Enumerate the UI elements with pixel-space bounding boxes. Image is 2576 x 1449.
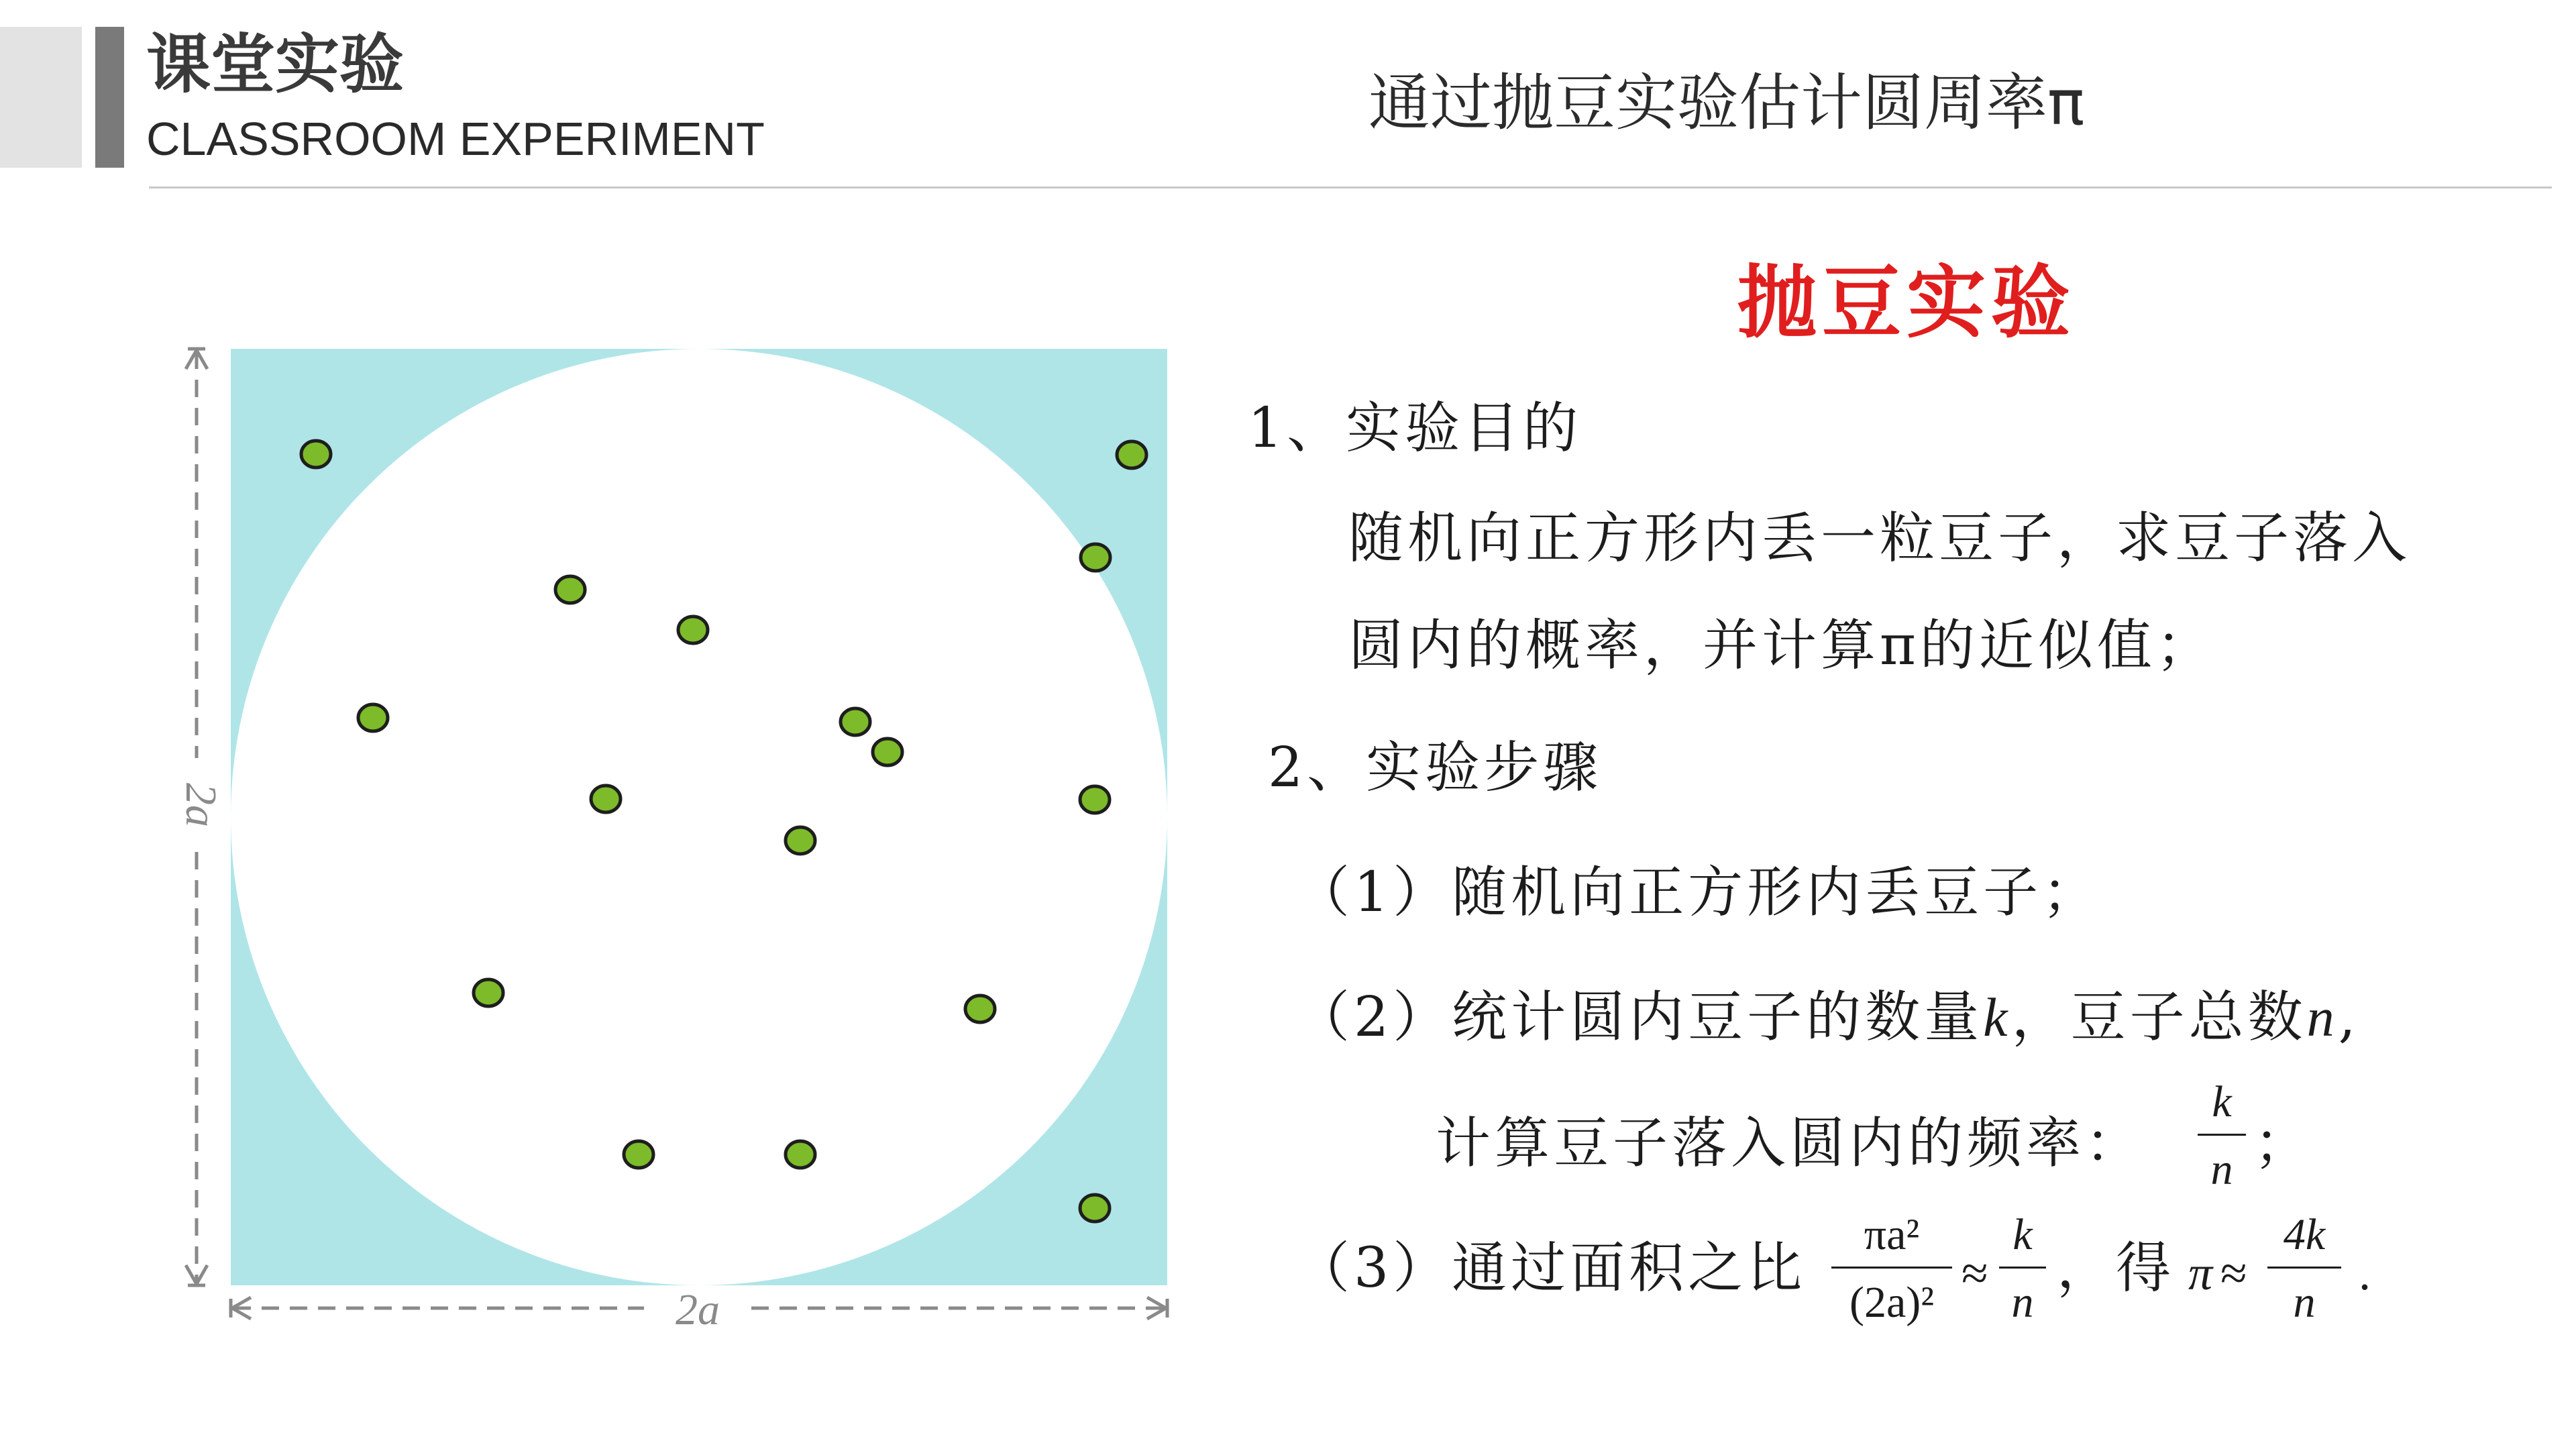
pi-estimate-numerator: 4k <box>2283 1210 2326 1259</box>
frequency-numerator: k <box>2212 1077 2232 1126</box>
step2-n-var: n <box>2306 987 2339 1048</box>
header-decoration-bar <box>95 27 124 168</box>
pi-estimate-fraction <box>2267 1210 2341 1327</box>
bean <box>1081 544 1110 571</box>
bean <box>474 979 503 1006</box>
bean <box>786 827 815 854</box>
bean <box>786 1141 815 1168</box>
pi-symbol: π <box>2188 1246 2213 1300</box>
area-ratio-denominator: (2a)² <box>1849 1278 1935 1327</box>
approx-symbol-1: ≈ <box>1962 1246 1988 1300</box>
area-ratio-numerator: πa² <box>1864 1210 1920 1259</box>
fraction-bar <box>2267 1267 2341 1269</box>
approx-symbol-2: ≈ <box>2220 1246 2247 1300</box>
area-ratio-fraction <box>1831 1210 1952 1327</box>
header-divider <box>149 186 2552 189</box>
bean <box>1080 1195 1110 1222</box>
dim-left-label: 2a <box>176 783 225 827</box>
fraction-bar <box>1999 1267 2046 1269</box>
step2-k-var: k <box>1983 987 2012 1048</box>
step3-conj: ，得 <box>2057 1236 2176 1300</box>
experiment-title: 抛豆实验 <box>1737 256 2076 349</box>
section1-heading: 1、实验目的 <box>1248 396 1582 460</box>
step2-end-punct: ； <box>2254 1112 2314 1175</box>
step2-part-b: ，豆子总数 <box>2011 985 2307 1049</box>
bean <box>678 616 708 643</box>
bean <box>624 1141 653 1168</box>
bean <box>301 441 331 468</box>
step3-text: （3）通过面积之比 <box>1295 1236 1807 1300</box>
header-decoration-block <box>0 27 82 168</box>
pi-estimate-denominator: n <box>2293 1278 2316 1327</box>
bean <box>841 708 870 735</box>
section1-line1: 随机向正方形内丢一粒豆子，求豆子落入 <box>1348 506 2412 570</box>
bean <box>873 739 902 765</box>
step1-text: （1）随机向正方形内丢豆子； <box>1295 861 2102 924</box>
header-title: 课堂实验 <box>146 27 404 102</box>
bean <box>965 996 995 1022</box>
bean <box>358 704 388 731</box>
dim-bottom-label: 2a <box>676 1285 720 1334</box>
step2-text <box>1295 985 2360 1049</box>
step2-line2: 计算豆子落入圆内的频率： <box>1436 1112 2145 1175</box>
step2-part-c: , <box>2338 985 2360 1049</box>
step2-part-a: （2）统计圆内豆子的数量 <box>1295 985 1984 1049</box>
bean <box>591 786 621 812</box>
count-ratio-numerator: k <box>2012 1210 2033 1259</box>
header-subtitle: CLASSROOM EXPERIMENT <box>146 113 765 165</box>
section1-line2: 圆内的概率，并计算π的近似值； <box>1348 614 2215 678</box>
count-ratio-denominator: n <box>2011 1278 2034 1327</box>
fraction-bar <box>1831 1267 1952 1269</box>
slide-title: 通过抛豆实验估计圆周率π <box>1368 67 2085 139</box>
inscribed-circle <box>231 349 1167 1285</box>
bean <box>1117 441 1146 468</box>
bean <box>555 576 585 603</box>
bean <box>1080 786 1110 813</box>
fraction-bar <box>2198 1134 2246 1136</box>
step3-period: . <box>2359 1246 2371 1300</box>
count-ratio-fraction <box>1999 1210 2046 1327</box>
frequency-fraction <box>2198 1077 2246 1194</box>
bean-experiment-diagram <box>161 329 1194 1362</box>
frequency-denominator: n <box>2210 1145 2233 1194</box>
section2-heading: 2、实验步骤 <box>1268 736 1603 800</box>
